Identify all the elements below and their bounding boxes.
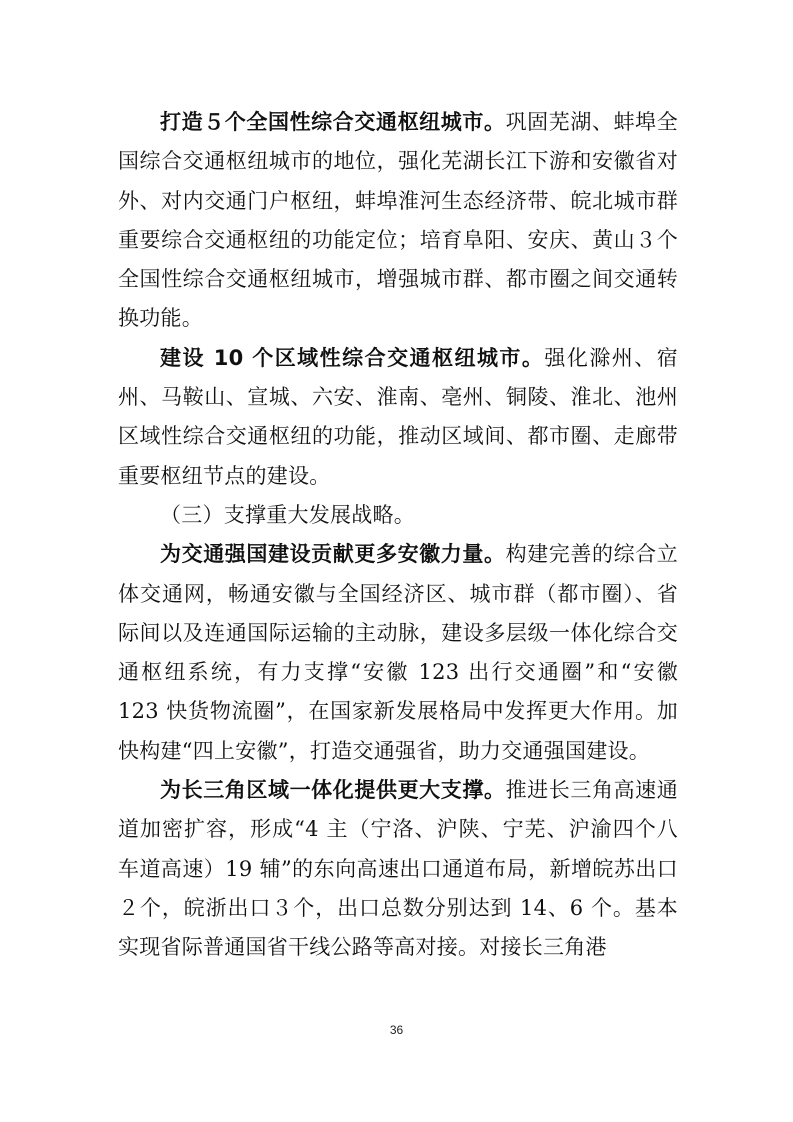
section-heading bbox=[118, 496, 678, 535]
paragraph-transport-power bbox=[118, 535, 678, 771]
paragraph-heading: 为交通强国建设贡献更多安徽力量。 bbox=[160, 542, 506, 567]
section-heading-text: （三）支撑重大发展战略。 bbox=[160, 502, 415, 527]
paragraph-body: 推进长三角高速通道加密扩容，形成“4 主（宁洛、沪陕、宁芜、沪渝四个八车道高速）19 辅”的东向高速出口通道布局，新增皖苏出口２个，皖浙出口３个，出口总数分别达到 14、6 个。基本实现省际普通国省干线公路等高对接。对接长三角港 bbox=[118, 778, 679, 960]
paragraph-heading: 建设 10 个区域性综合交通枢纽城市。 bbox=[160, 345, 545, 370]
body-text bbox=[118, 103, 678, 968]
paragraph-body: 巩固芜湖、蚌埠全国综合交通枢纽城市的地位，强化芜湖长江下游和安徽省对外、对内交通门户枢纽，蚌埠淮河生态经济带、皖北城市群重要综合交通枢纽的功能定位；培育阜阳、安庆、黄山３个全国性综合交通枢纽城市，增强城市群、都市圈之间交通转换功能。 bbox=[118, 110, 679, 331]
paragraph-heading: 为长三角区域一体化提供更大支撑。 bbox=[160, 778, 506, 803]
paragraph-transport-hub-national bbox=[118, 103, 678, 339]
paragraph-body: 强化滁州、宿州、马鞍山、宣城、六安、淮南、亳州、铜陵、淮北、池州区域性综合交通枢纽的功能，推动区域间、都市圈、走廊带重要枢纽节点的建设。 bbox=[118, 345, 678, 488]
paragraph-yangtze-delta bbox=[118, 771, 678, 967]
paragraph-heading: 打造５个全国性综合交通枢纽城市。 bbox=[160, 110, 506, 134]
page-number: 36 bbox=[389, 1023, 404, 1037]
paragraph-body: 构建完善的综合立体交通网，畅通安徽与全国经济区、城市群（都市圈）、省际间以及连通国际运输的主动脉，建设多层级一体化综合交通枢纽系统，有力支撑“安徽 123 出行交通圈”和“安徽 123 快货物流圈”，在国家新发展格局中发挥更大作用。加快构建“四上安徽”，打造交通强省，助力交通强国建设。 bbox=[118, 542, 679, 763]
paragraph-transport-hub-regional bbox=[118, 339, 678, 496]
